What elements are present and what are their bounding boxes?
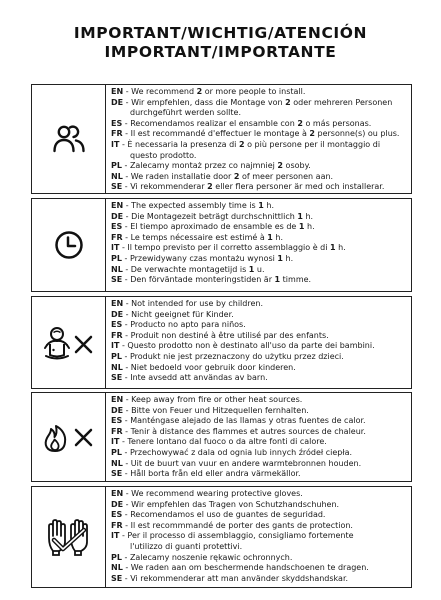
instruction-line bbox=[111, 510, 407, 521]
instruction-line bbox=[111, 469, 407, 480]
instruction-line bbox=[111, 363, 407, 374]
instruction-text: 1 bbox=[297, 211, 303, 221]
header-title-line2: IMPORTANT/IMPORTANTE bbox=[104, 43, 337, 61]
instruction-line bbox=[111, 459, 407, 470]
instruction-text: timme. bbox=[280, 275, 312, 285]
instruction-text: oder mehreren Personen bbox=[290, 97, 393, 107]
instruction-text: - Not intended for use by children. bbox=[123, 299, 263, 308]
instruction-line bbox=[111, 553, 407, 564]
instruction-text: 1 bbox=[298, 222, 305, 232]
instruction-text: osoby. bbox=[283, 161, 311, 171]
language-code: ES bbox=[111, 222, 123, 232]
section-children bbox=[31, 296, 412, 389]
instruction-text: - Il tempo previsto per il corretto assemblaggio è di bbox=[119, 243, 331, 253]
instruction-text: - Den förväntade monteringstiden är bbox=[122, 275, 275, 285]
instruction-text: 1 bbox=[277, 253, 283, 263]
instruction-text: - Producto no apto para niños. bbox=[122, 320, 246, 330]
section-text bbox=[106, 297, 411, 388]
instruction-text: 2 bbox=[207, 182, 213, 192]
language-code: DE bbox=[111, 309, 124, 319]
instruction-text: - Zalecamy noszenie rękawic ochronnych. bbox=[121, 552, 293, 562]
language-code: PL bbox=[111, 447, 122, 457]
instruction-line bbox=[111, 129, 407, 140]
instruction-line bbox=[111, 201, 407, 212]
instruction-text: - Zalecamy montaż przez co najmniej bbox=[121, 161, 278, 171]
instruction-line bbox=[111, 212, 407, 223]
instruction-text: - Produit non destiné à être utilisé par des enfants. bbox=[122, 330, 329, 340]
instruction-text: personne(s) ou plus. bbox=[314, 129, 400, 139]
instruction-text: h. bbox=[282, 253, 294, 263]
instruction-text: - Keep away from fire or other heat sources. bbox=[123, 395, 303, 404]
instruction-text: - El tiempo aproximado de ensamble es de bbox=[122, 222, 299, 232]
instruction-text: - We raden aan om beschermende handschoenen te dragen. bbox=[122, 563, 369, 573]
instruction-text: u. bbox=[254, 264, 265, 274]
language-code: NL bbox=[111, 362, 123, 372]
instruction-line bbox=[111, 331, 407, 342]
language-code: ES bbox=[111, 416, 123, 426]
instruction-text: - The expected assembly time is bbox=[123, 201, 259, 210]
language-code: SE bbox=[111, 373, 123, 383]
section-text bbox=[106, 393, 411, 481]
section-people bbox=[31, 84, 412, 194]
instruction-line bbox=[111, 563, 407, 574]
instruction-line bbox=[111, 416, 407, 427]
section-text bbox=[106, 487, 411, 587]
instruction-line bbox=[111, 182, 407, 193]
instruction-line bbox=[111, 395, 407, 406]
instruction-text: - Il est recommmandé de porter des gants de protection. bbox=[122, 520, 353, 530]
language-code: FR bbox=[111, 330, 123, 340]
instruction-text: eller flera personer är med och installerar. bbox=[212, 182, 385, 192]
instruction-text: h. bbox=[335, 243, 346, 253]
language-code: NL bbox=[111, 171, 123, 181]
instruction-line bbox=[111, 489, 407, 500]
instruction-text: o più persone per il montaggio di bbox=[244, 139, 381, 149]
language-code: IT bbox=[111, 243, 120, 253]
language-code: FR bbox=[111, 129, 123, 139]
language-code: FR bbox=[111, 232, 123, 242]
instruction-text: - Le temps nécessaire est estimé à bbox=[122, 232, 268, 242]
instruction-line bbox=[111, 87, 407, 98]
instruction-text: 2 bbox=[233, 171, 240, 181]
language-code: EN bbox=[111, 201, 124, 210]
language-code: EN bbox=[111, 87, 124, 96]
language-code: EN bbox=[111, 395, 124, 404]
two-people-icon bbox=[52, 123, 86, 155]
instruction-line bbox=[111, 222, 407, 233]
instruction-text: - De verwachte montagetijd is bbox=[122, 264, 249, 274]
instruction-text: - We recommend wearing protective gloves. bbox=[123, 489, 303, 498]
language-code: DE bbox=[111, 405, 124, 415]
language-code: PL bbox=[111, 253, 122, 263]
language-code: SE bbox=[111, 275, 123, 285]
instruction-text: - Nicht geeignet für Kinder. bbox=[123, 309, 234, 319]
instruction-line bbox=[111, 275, 407, 286]
instruction-text: - Produkt nie jest przeznaczony do użytku przez dzieci. bbox=[121, 351, 344, 361]
instruction-text: - Il est recommandé d'effectuer le montage à bbox=[122, 129, 310, 139]
language-code: NL bbox=[111, 563, 123, 573]
instruction-text: - È necessaria la presenza di bbox=[119, 139, 239, 149]
instruction-text: o más personas. bbox=[302, 118, 372, 128]
instruction-text: questo prodotto. bbox=[130, 150, 197, 160]
no-fire-icon bbox=[41, 420, 97, 454]
instruction-text: h. bbox=[272, 232, 284, 242]
instruction-text: 1 bbox=[258, 201, 264, 210]
instruction-line bbox=[111, 108, 407, 119]
instruction-text: - Wir empfehlen das Tragen von Schutzhandschuhen. bbox=[123, 499, 340, 509]
instruction-line bbox=[111, 437, 407, 448]
instruction-line bbox=[111, 299, 407, 310]
instruction-text: 1 bbox=[274, 275, 281, 285]
instruction-line bbox=[111, 265, 407, 276]
language-code: SE bbox=[111, 182, 123, 192]
language-code: SE bbox=[111, 573, 123, 583]
language-code: EN bbox=[111, 299, 124, 308]
instruction-text: 2 bbox=[277, 161, 283, 171]
instruction-text: - We recommend bbox=[123, 87, 197, 96]
instruction-text: - We raden installatie door bbox=[122, 171, 234, 181]
language-code: DE bbox=[111, 499, 124, 509]
instruction-text: 2 bbox=[238, 139, 245, 149]
section-text bbox=[106, 199, 411, 291]
instruction-line bbox=[111, 151, 407, 162]
instruction-text: h. bbox=[304, 222, 315, 232]
instruction-text: - Questo prodotto non è destinato all'uso da parte dei bambini. bbox=[119, 341, 375, 351]
instruction-text: - Bitte von Feuer und Hitzequellen fernhalten. bbox=[123, 405, 309, 415]
language-code: PL bbox=[111, 351, 122, 361]
instruction-text: - Przechowywać z dala od ognia lub innych źródeł ciepła. bbox=[121, 447, 353, 457]
language-code: DE bbox=[111, 97, 124, 107]
language-code: IT bbox=[111, 437, 120, 447]
language-code: NL bbox=[111, 458, 123, 468]
instruction-text: l'utilizzo di guanti protettivi. bbox=[130, 541, 243, 551]
instruction-text: 2 bbox=[297, 118, 303, 128]
language-code: IT bbox=[111, 531, 120, 541]
language-code: IT bbox=[111, 341, 120, 351]
section-time bbox=[31, 198, 412, 292]
instruction-text: h. bbox=[302, 211, 314, 221]
language-code: PL bbox=[111, 161, 122, 171]
language-code: FR bbox=[111, 520, 123, 530]
instruction-text: of meer personen aan. bbox=[239, 171, 334, 181]
language-code: PL bbox=[111, 552, 122, 562]
clock-icon bbox=[54, 230, 84, 260]
instruction-text: - Uit de buurt van vuur en andere warmtebronnen houden. bbox=[122, 458, 362, 468]
instruction-line bbox=[111, 98, 407, 109]
language-code: ES bbox=[111, 320, 123, 330]
instruction-text: durchgeführt werden sollte. bbox=[130, 108, 241, 118]
instruction-line bbox=[111, 352, 407, 363]
instruction-line bbox=[111, 531, 407, 542]
instruction-line bbox=[111, 161, 407, 172]
instruction-text: 1 bbox=[248, 264, 255, 274]
instruction-line bbox=[111, 140, 407, 151]
language-code: ES bbox=[111, 510, 123, 520]
instruction-text: 1 bbox=[330, 243, 336, 253]
instruction-text: - Niet bedoeld voor gebruik door kinderen. bbox=[122, 362, 296, 372]
instruction-line bbox=[111, 172, 407, 183]
language-code: EN bbox=[111, 489, 124, 498]
instruction-text: - Manténgase alejado de las llamas y otras fuentes de calor. bbox=[122, 416, 366, 426]
instruction-text: 2 bbox=[285, 97, 291, 107]
instruction-line bbox=[111, 341, 407, 352]
instruction-text: or more people to install. bbox=[202, 87, 306, 96]
instruction-line bbox=[111, 427, 407, 438]
language-code: FR bbox=[111, 426, 123, 436]
language-code: ES bbox=[111, 118, 123, 128]
instruction-text: - Die Montagezeit beträgt durchschnittlich bbox=[123, 211, 298, 221]
instruction-line bbox=[111, 521, 407, 532]
instruction-text: 1 bbox=[267, 232, 273, 242]
instruction-text: - Inte avsedd att användas av barn. bbox=[122, 373, 268, 383]
language-code: IT bbox=[111, 139, 120, 149]
instruction-text: - Przewidywany czas montażu wynosi bbox=[121, 253, 278, 263]
section-fire bbox=[31, 392, 412, 482]
language-code: DE bbox=[111, 211, 124, 221]
instruction-text: - Vi rekommenderar att man använder skyddshandskar. bbox=[122, 573, 349, 583]
instruction-line bbox=[111, 574, 407, 585]
instruction-text: - Recomendamos el uso de guantes de seguridad. bbox=[122, 510, 326, 520]
instruction-line bbox=[111, 373, 407, 384]
instruction-text: h. bbox=[263, 201, 274, 210]
language-code: NL bbox=[111, 264, 123, 274]
header-title-line1: IMPORTANT/WICHTIG/ATENCIÓN bbox=[73, 24, 368, 42]
section-text bbox=[106, 85, 411, 193]
instruction-line bbox=[111, 320, 407, 331]
instruction-line bbox=[111, 254, 407, 265]
instruction-line bbox=[111, 542, 407, 553]
section-gloves bbox=[31, 486, 412, 588]
no-children-icon bbox=[41, 325, 97, 361]
instruction-text: - Tenere lontano dal fuoco o da altre fonti di calore. bbox=[119, 437, 327, 447]
instruction-line bbox=[111, 233, 407, 244]
instruction-text: - Håll borta från eld eller andra värmekällor. bbox=[122, 469, 301, 479]
instruction-text: 2 bbox=[196, 87, 203, 96]
instruction-line bbox=[111, 119, 407, 130]
instruction-line bbox=[111, 406, 407, 417]
instruction-line bbox=[111, 243, 407, 254]
protective-gloves-icon bbox=[44, 518, 94, 556]
language-code: SE bbox=[111, 469, 123, 479]
instruction-text: 2 bbox=[309, 129, 315, 139]
instruction-text: - Wir empfehlen, dass die Montage von bbox=[123, 97, 286, 107]
instruction-text: - Per il processo di assemblaggio, consigliamo fortemente bbox=[119, 531, 354, 541]
instruction-text: - Recomendamos realizar el ensamble con bbox=[122, 118, 298, 128]
instruction-line bbox=[111, 310, 407, 321]
instruction-line bbox=[111, 500, 407, 511]
instruction-text: - Vi rekommenderar bbox=[122, 182, 208, 192]
instruction-line bbox=[111, 448, 407, 459]
instruction-text: - Tenir à distance des flammes et autres sources de chaleur. bbox=[122, 426, 366, 436]
